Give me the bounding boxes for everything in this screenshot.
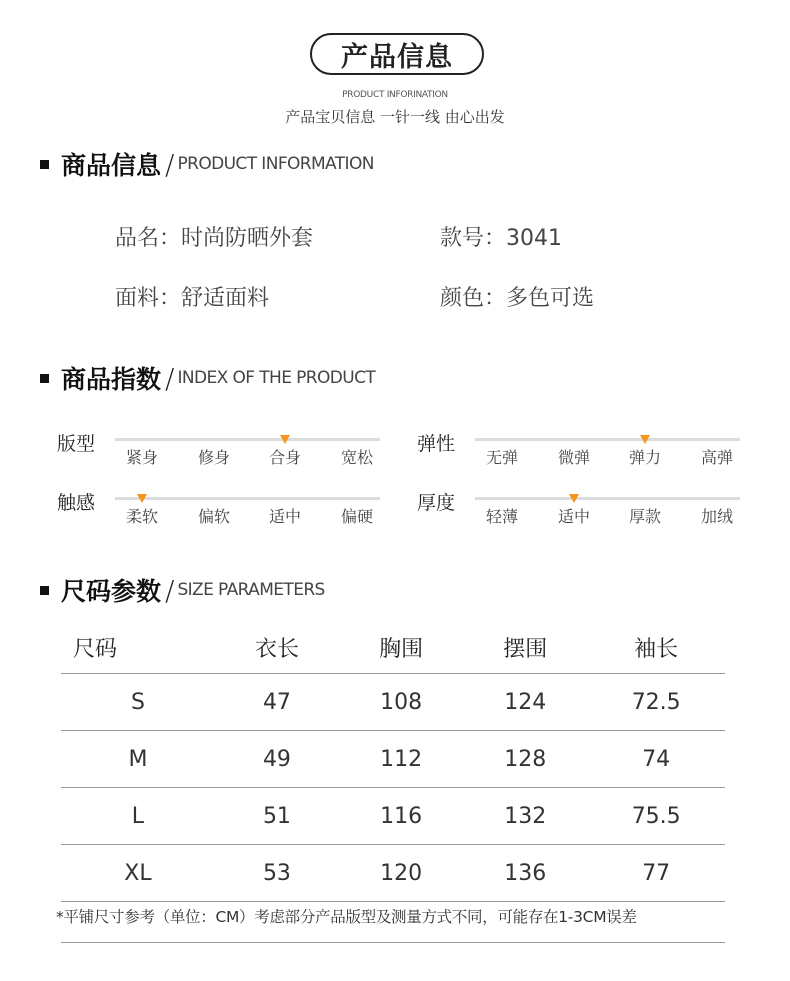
section-header-info	[40, 146, 374, 182]
index-option: 紧身	[125, 448, 158, 467]
index-marker-icon	[137, 494, 147, 503]
page-subtitle: 产品宝贝信息 一针一线 由心出发	[285, 108, 505, 126]
table-cell: 47	[215, 674, 339, 731]
table-cell: 136	[463, 845, 587, 902]
table-cell: 74	[587, 731, 725, 788]
table-cell: 53	[215, 845, 339, 902]
index-label: 弹性	[417, 433, 456, 455]
table-cell: 120	[339, 845, 463, 902]
table-cell: 124	[463, 674, 587, 731]
section-title-cn: 尺码参数	[61, 577, 162, 606]
section-title-en: SIZE PARAMETERS	[177, 580, 325, 600]
index-option: 合身	[268, 448, 301, 467]
index-option: 厚款	[628, 507, 661, 526]
table-cell: L	[61, 788, 215, 845]
section-title-slash: /	[165, 147, 175, 181]
index-track	[475, 438, 740, 441]
index-label: 版型	[57, 433, 96, 455]
table-cell: 72.5	[587, 674, 725, 731]
index-option: 轻薄	[485, 507, 518, 526]
index-track	[115, 438, 380, 441]
index-option: 加绒	[700, 507, 733, 526]
section-title-en: PRODUCT INFORMATION	[177, 154, 374, 174]
column-header-size: 尺码	[61, 621, 215, 674]
size-table	[61, 621, 725, 902]
index-marker-icon	[569, 494, 579, 503]
table-cell: XL	[61, 845, 215, 902]
table-cell: 112	[339, 731, 463, 788]
square-bullet-icon	[40, 586, 49, 595]
index-option: 微弹	[557, 448, 590, 467]
index-option: 适中	[268, 507, 301, 526]
index-marker-icon	[640, 435, 650, 444]
column-header-length: 衣长	[215, 621, 339, 674]
table-cell: 108	[339, 674, 463, 731]
product-fabric: 面料：舒适面料	[115, 286, 270, 311]
index-option: 修身	[197, 448, 230, 467]
table-cell: 77	[587, 845, 725, 902]
square-bullet-icon	[40, 160, 49, 169]
section-title-slash: /	[165, 361, 175, 395]
table-cell: 116	[339, 788, 463, 845]
index-track	[115, 497, 380, 500]
index-option: 宽松	[340, 448, 373, 467]
table-cell: 128	[463, 731, 587, 788]
table-cell: 51	[215, 788, 339, 845]
index-option: 偏软	[197, 507, 230, 526]
section-title-cn: 商品指数	[61, 365, 162, 394]
table-cell: S	[61, 674, 215, 731]
section-title-en: INDEX OF THE PRODUCT	[177, 368, 376, 388]
index-option: 适中	[557, 507, 590, 526]
product-name: 品名：时尚防晒外套	[115, 226, 314, 251]
product-model: 款号：3041	[440, 226, 562, 251]
square-bullet-icon	[40, 374, 49, 383]
section-header-size	[40, 572, 325, 608]
index-option: 弹力	[628, 448, 661, 467]
index-label: 厚度	[417, 492, 456, 514]
index-option: 柔软	[125, 507, 158, 526]
section-header-index	[40, 360, 375, 396]
size-table-header-row	[61, 621, 725, 674]
table-row	[61, 845, 725, 902]
product-color: 颜色：多色可选	[440, 286, 595, 311]
index-marker-icon	[280, 435, 290, 444]
index-option: 高弹	[700, 448, 733, 467]
table-cell: 132	[463, 788, 587, 845]
section-title-cn: 商品信息	[61, 151, 162, 180]
size-note: *平铺尺寸参考（单位：CM）考虑部分产品版型及测量方式不同，可能存在1-3CM误差	[56, 908, 637, 926]
column-header-sleeve: 袖长	[587, 621, 725, 674]
index-option: 无弹	[485, 448, 518, 467]
note-divider	[61, 942, 725, 943]
table-row	[61, 674, 725, 731]
index-option: 偏硬	[340, 507, 373, 526]
table-row	[61, 731, 725, 788]
column-header-chest: 胸围	[339, 621, 463, 674]
column-header-hem: 摆围	[463, 621, 587, 674]
page-title: 产品信息	[310, 33, 484, 75]
table-row	[61, 788, 725, 845]
page-title-english: PRODUCT INFORINATION	[342, 90, 448, 100]
index-track	[475, 497, 740, 500]
table-cell: M	[61, 731, 215, 788]
section-title-slash: /	[165, 573, 175, 607]
index-label: 触感	[57, 492, 96, 514]
table-cell: 75.5	[587, 788, 725, 845]
table-cell: 49	[215, 731, 339, 788]
